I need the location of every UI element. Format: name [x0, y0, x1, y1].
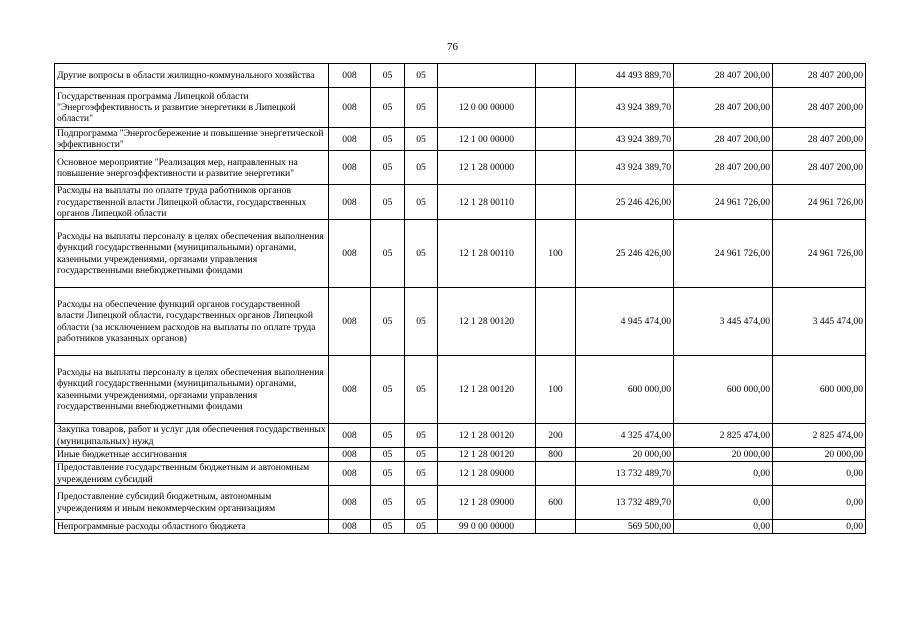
- expense-type-cell: [536, 128, 576, 151]
- row-name-cell: Основное мероприятие "Реализация мер, направленных на повышение энергоэффективности и развитие энергетики": [55, 151, 329, 185]
- section-cell: 05: [371, 185, 405, 220]
- row-name-cell: Непрограммные расходы областного бюджета: [55, 520, 329, 534]
- section-cell: 05: [371, 356, 405, 424]
- amount-year2-cell: 20 000,00: [674, 448, 773, 462]
- section-cell: 05: [371, 88, 405, 128]
- row-name-cell: Расходы на обеспечение функций органов государственной власти Липецкой области, государственных органов Липецкой области (за исключением расходов на выплаты по оплате труда работников указанных органов): [55, 288, 329, 356]
- amount-year3-cell: 24 961 726,00: [773, 185, 866, 220]
- amount-year1-cell: 13 732 489,70: [576, 486, 674, 520]
- admin-code-cell: 008: [329, 185, 371, 220]
- subsection-cell: 05: [405, 151, 438, 185]
- subsection-cell: 05: [405, 356, 438, 424]
- section-cell: 05: [371, 64, 405, 88]
- expense-type-cell: 100: [536, 220, 576, 288]
- admin-code-cell: 008: [329, 486, 371, 520]
- admin-code-cell: 008: [329, 288, 371, 356]
- target-article-cell: 12 1 28 00000: [438, 151, 536, 185]
- admin-code-cell: 008: [329, 128, 371, 151]
- expense-type-cell: 600: [536, 486, 576, 520]
- subsection-cell: 05: [405, 185, 438, 220]
- amount-year2-cell: 0,00: [674, 486, 773, 520]
- admin-code-cell: 008: [329, 424, 371, 448]
- target-article-cell: 12 1 28 09000: [438, 486, 536, 520]
- subsection-cell: 05: [405, 220, 438, 288]
- admin-code-cell: 008: [329, 151, 371, 185]
- table-row: [55, 288, 866, 356]
- row-name-cell: Иные бюджетные ассигнования: [55, 448, 329, 462]
- admin-code-cell: 008: [329, 356, 371, 424]
- row-name-cell: Расходы на выплаты по оплате труда работников органов государственной власти Липецкой области, государственных органов Липецкой области: [55, 185, 329, 220]
- amount-year1-cell: 43 924 389,70: [576, 151, 674, 185]
- amount-year1-cell: 20 000,00: [576, 448, 674, 462]
- target-article-cell: 12 1 28 00110: [438, 185, 536, 220]
- amount-year1-cell: 25 246 426,00: [576, 185, 674, 220]
- table-row: [55, 356, 866, 424]
- expense-type-cell: [536, 88, 576, 128]
- subsection-cell: 05: [405, 486, 438, 520]
- section-cell: 05: [371, 448, 405, 462]
- table-row: [55, 486, 866, 520]
- expense-type-cell: 200: [536, 424, 576, 448]
- row-name-cell: Предоставление государственным бюджетным и автономным учреждениям субсидий: [55, 462, 329, 486]
- expense-type-cell: [536, 520, 576, 534]
- amount-year3-cell: 0,00: [773, 462, 866, 486]
- amount-year2-cell: 24 961 726,00: [674, 220, 773, 288]
- row-name-cell: Предоставление субсидий бюджетным, автономным учреждениям и иным некоммерческим организациям: [55, 486, 329, 520]
- admin-code-cell: 008: [329, 448, 371, 462]
- table-row: [55, 64, 866, 88]
- admin-code-cell: 008: [329, 64, 371, 88]
- amount-year1-cell: 43 924 389,70: [576, 128, 674, 151]
- budget-table-body: [55, 64, 866, 534]
- section-cell: 05: [371, 128, 405, 151]
- amount-year2-cell: 28 407 200,00: [674, 64, 773, 88]
- subsection-cell: 05: [405, 462, 438, 486]
- row-name-cell: Другие вопросы в области жилищно-коммунального хозяйства: [55, 64, 329, 88]
- row-name-cell: Расходы на выплаты персоналу в целях обеспечения выполнения функций государственными (муниципальными) органами, казенными учреждениями, органами управления государственными внебюджетными фондами: [55, 356, 329, 424]
- section-cell: 05: [371, 462, 405, 486]
- amount-year1-cell: 600 000,00: [576, 356, 674, 424]
- table-row: [55, 151, 866, 185]
- amount-year3-cell: 24 961 726,00: [773, 220, 866, 288]
- table-row: [55, 220, 866, 288]
- amount-year1-cell: 4 945 474,00: [576, 288, 674, 356]
- amount-year3-cell: 28 407 200,00: [773, 128, 866, 151]
- amount-year2-cell: 28 407 200,00: [674, 151, 773, 185]
- amount-year1-cell: 569 500,00: [576, 520, 674, 534]
- amount-year3-cell: 600 000,00: [773, 356, 866, 424]
- admin-code-cell: 008: [329, 520, 371, 534]
- section-cell: 05: [371, 288, 405, 356]
- section-cell: 05: [371, 220, 405, 288]
- expense-type-cell: [536, 64, 576, 88]
- subsection-cell: 05: [405, 88, 438, 128]
- expense-type-cell: [536, 185, 576, 220]
- table-row: [55, 88, 866, 128]
- amount-year3-cell: 20 000,00: [773, 448, 866, 462]
- expense-type-cell: [536, 288, 576, 356]
- amount-year2-cell: 600 000,00: [674, 356, 773, 424]
- amount-year3-cell: 28 407 200,00: [773, 151, 866, 185]
- row-name-cell: Государственная программа Липецкой области "Энергоэффективность и развитие энергетики в Липецкой области": [55, 88, 329, 128]
- admin-code-cell: 008: [329, 88, 371, 128]
- row-name-cell: Подпрограмма "Энергосбережение и повышение энергетической эффективности": [55, 128, 329, 151]
- target-article-cell: 99 0 00 00000: [438, 520, 536, 534]
- section-cell: 05: [371, 520, 405, 534]
- target-article-cell: 12 1 28 00120: [438, 356, 536, 424]
- amount-year1-cell: 13 732 489,70: [576, 462, 674, 486]
- table-row: [55, 424, 866, 448]
- target-article-cell: 12 1 28 00110: [438, 220, 536, 288]
- table-row: [55, 185, 866, 220]
- amount-year2-cell: 0,00: [674, 520, 773, 534]
- admin-code-cell: 008: [329, 462, 371, 486]
- section-cell: 05: [371, 486, 405, 520]
- subsection-cell: 05: [405, 448, 438, 462]
- subsection-cell: 05: [405, 128, 438, 151]
- amount-year3-cell: 28 407 200,00: [773, 64, 866, 88]
- expense-type-cell: [536, 151, 576, 185]
- target-article-cell: 12 1 00 00000: [438, 128, 536, 151]
- table-row: [55, 462, 866, 486]
- amount-year2-cell: 0,00: [674, 462, 773, 486]
- expense-type-cell: [536, 462, 576, 486]
- subsection-cell: 05: [405, 424, 438, 448]
- table-row: [55, 128, 866, 151]
- subsection-cell: 05: [405, 288, 438, 356]
- subsection-cell: 05: [405, 520, 438, 534]
- amount-year3-cell: 0,00: [773, 520, 866, 534]
- amount-year2-cell: 28 407 200,00: [674, 128, 773, 151]
- target-article-cell: 12 1 28 00120: [438, 448, 536, 462]
- row-name-cell: Закупка товаров, работ и услуг для обеспечения государственных (муниципальных) нужд: [55, 424, 329, 448]
- target-article-cell: 12 0 00 00000: [438, 88, 536, 128]
- amount-year3-cell: 28 407 200,00: [773, 88, 866, 128]
- target-article-cell: 12 1 28 00120: [438, 424, 536, 448]
- subsection-cell: 05: [405, 64, 438, 88]
- target-article-cell: 12 1 28 09000: [438, 462, 536, 486]
- amount-year1-cell: 44 493 889,70: [576, 64, 674, 88]
- table-row: [55, 448, 866, 462]
- row-name-cell: Расходы на выплаты персоналу в целях обеспечения выполнения функций государственными (муниципальными) органами, казенными учреждениями, органами управления государственными внебюджетными фондами: [55, 220, 329, 288]
- expense-type-cell: 100: [536, 356, 576, 424]
- amount-year1-cell: 25 246 426,00: [576, 220, 674, 288]
- amount-year1-cell: 4 325 474,00: [576, 424, 674, 448]
- amount-year2-cell: 28 407 200,00: [674, 88, 773, 128]
- target-article-cell: 12 1 28 00120: [438, 288, 536, 356]
- table-row: [55, 520, 866, 534]
- target-article-cell: [438, 64, 536, 88]
- amount-year2-cell: 24 961 726,00: [674, 185, 773, 220]
- page-number: 76: [447, 41, 458, 53]
- amount-year2-cell: 3 445 474,00: [674, 288, 773, 356]
- section-cell: 05: [371, 424, 405, 448]
- admin-code-cell: 008: [329, 220, 371, 288]
- budget-table: [54, 63, 866, 534]
- section-cell: 05: [371, 151, 405, 185]
- expense-type-cell: 800: [536, 448, 576, 462]
- amount-year3-cell: 2 825 474,00: [773, 424, 866, 448]
- amount-year1-cell: 43 924 389,70: [576, 88, 674, 128]
- amount-year2-cell: 2 825 474,00: [674, 424, 773, 448]
- amount-year3-cell: 3 445 474,00: [773, 288, 866, 356]
- amount-year3-cell: 0,00: [773, 486, 866, 520]
